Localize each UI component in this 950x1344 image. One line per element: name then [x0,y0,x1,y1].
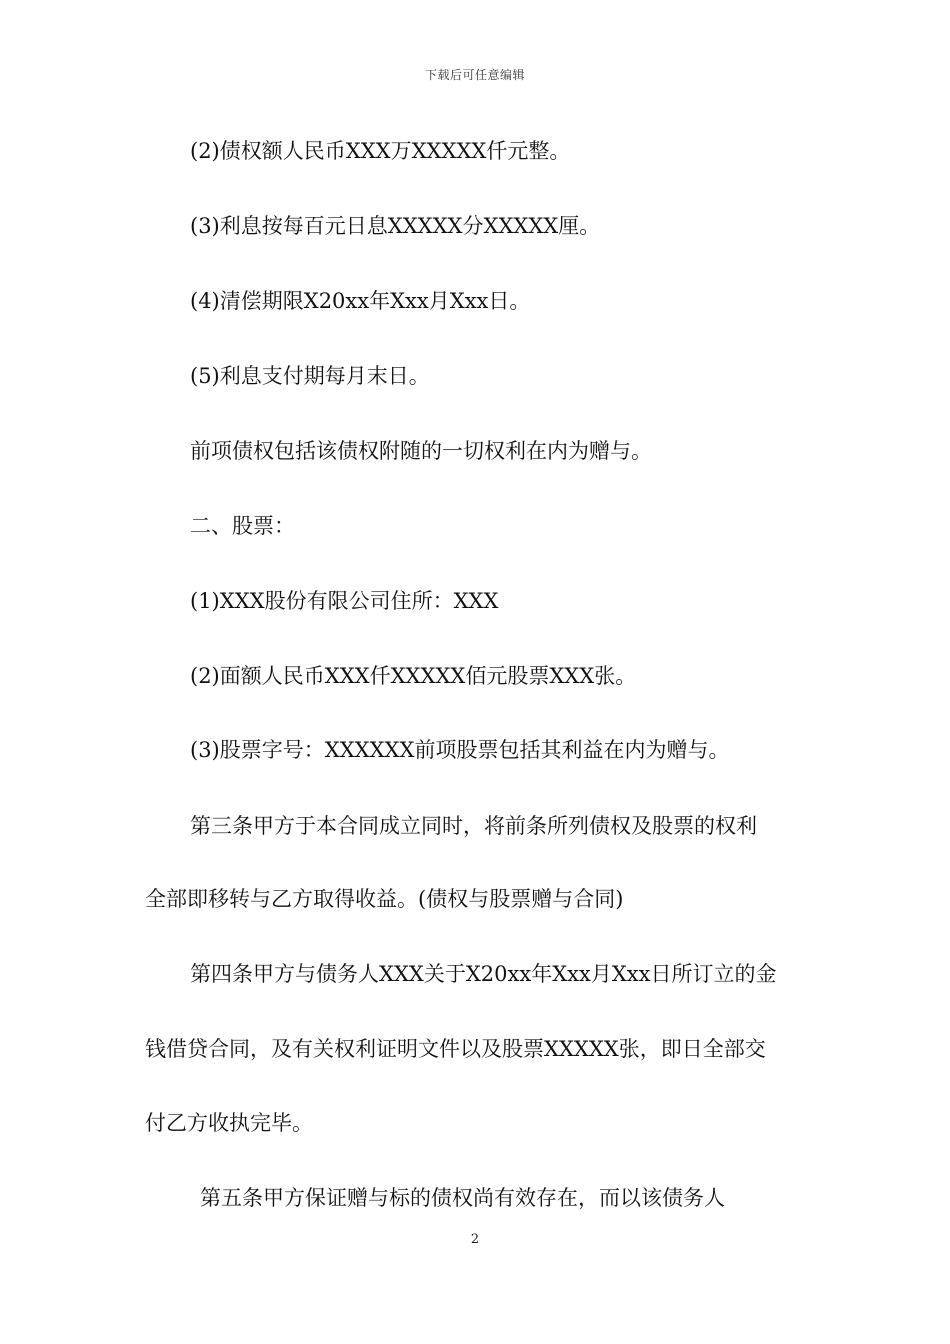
paragraph-line: (3)利息按每百元日息XXXXX分XXXXX厘。 [190,214,601,238]
paragraph-line: (5)利息支付期每月末日。 [190,364,430,388]
paragraph-line: 钱借贷合同，及有关权利证明文件以及股票XXXXX张，即日全部交 [145,1037,766,1061]
paragraph-line: (4)清偿期限X20xx年Xxx月Xxx日。 [190,289,531,313]
page-number: 2 [470,1232,480,1247]
paragraph-line: (1)XXX股份有限公司住所：XXX [190,589,499,613]
paragraph-line: 付乙方收执完毕。 [145,1111,313,1135]
paragraph-line: 第四条甲方与债务人XXX关于X20xx年Xxx月Xxx日所订立的金 [190,962,777,986]
paragraph-line: (2)债权额人民币XXX万XXXXX仟元整。 [190,139,571,163]
paragraph-line: 前项债权包括该债权附随的一切权利在内为赠与。 [190,439,652,463]
paragraph-line: (2)面额人民币XXX仟XXXXX佰元股票XXX张。 [190,664,637,688]
paragraph-line: 第三条甲方于本合同成立同时，将前条所列债权及股票的权利 [190,814,757,838]
page-header: 下载后可任意编辑 [424,68,525,82]
paragraph-line: 第五条甲方保证赠与标的债权尚有效存在，而以该债务人 [200,1186,725,1210]
paragraph-line: 全部即移转与乙方取得收益。(债权与股票赠与合同) [145,887,624,911]
section-heading: 二、股票： [190,514,295,538]
paragraph-line: (3)股票字号：XXXXXX前项股票包括其利益在内为赠与。 [190,738,730,762]
